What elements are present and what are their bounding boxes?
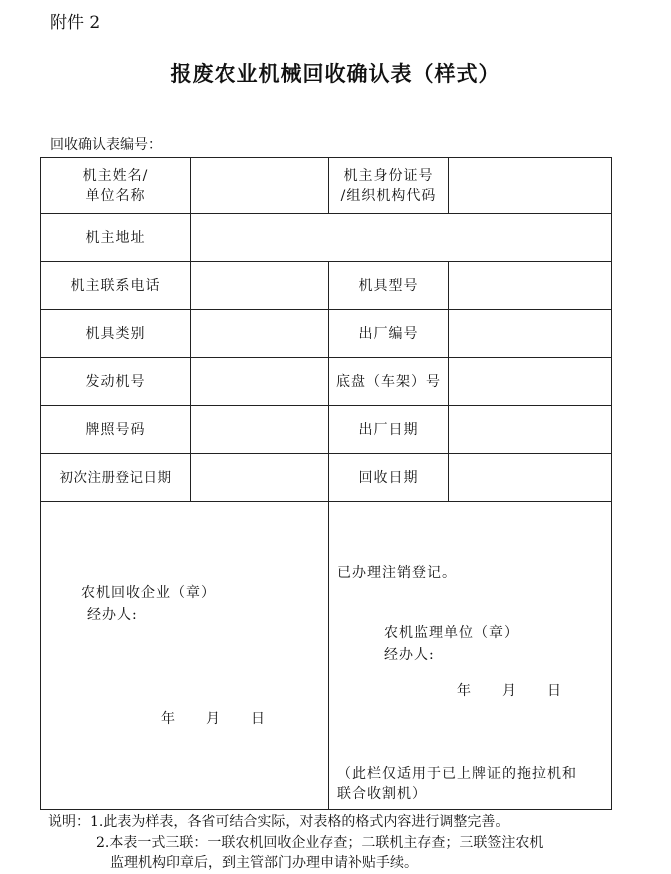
supervisor-stamp: 农机监理单位（章）	[384, 625, 519, 641]
owner-name-label	[41, 158, 191, 214]
recycle-date-label: 回收日期	[329, 454, 449, 502]
chassis-number-label: 底盘（车架）号	[329, 358, 449, 406]
recycling-company-date: 年 月 日	[161, 711, 266, 727]
model-field[interactable]	[449, 262, 611, 310]
owner-name-label-line2: 单位名称	[85, 187, 146, 204]
recycling-company-stamp: 农机回收企业（章）	[81, 585, 216, 601]
notes-line-1: 说明：1.此表为样表，各省可结合实际，对表格的格式内容进行调整完善。	[48, 814, 510, 830]
page-title: 报废农业机械回收确认表（样式）	[170, 61, 501, 86]
recycling-company-section[interactable]	[41, 502, 329, 809]
category-field[interactable]	[191, 310, 329, 358]
owner-phone-field[interactable]	[191, 262, 329, 310]
factory-number-label: 出厂编号	[329, 310, 449, 358]
owner-id-field[interactable]	[449, 158, 611, 214]
factory-number-field[interactable]	[449, 310, 611, 358]
recycle-date-field[interactable]	[449, 454, 611, 502]
first-registration-date-field[interactable]	[191, 454, 329, 502]
deregistration-done-text: 已办理注销登记。	[337, 565, 457, 581]
owner-id-label-line1: 机主身份证号	[343, 167, 434, 184]
owner-id-label-line2: /组织机构代码	[340, 187, 437, 204]
owner-phone-label: 机主联系电话	[41, 262, 191, 310]
attachment-label: 附件 2	[50, 13, 101, 33]
supervisor-date: 年 月 日	[457, 683, 562, 699]
notes-line-2: 2.本表一式三联：一联农机回收企业存查；二联机主存查；三联签注农机	[96, 835, 544, 851]
recycling-company-handler: 经办人:	[87, 607, 138, 623]
supervisor-note-line1: （此栏仅适用于已上牌证的拖拉机和	[337, 766, 577, 782]
first-registration-date-label: 初次注册登记日期	[41, 454, 191, 502]
supervisor-note-line2: 联合收割机）	[337, 786, 427, 802]
engine-number-label: 发动机号	[41, 358, 191, 406]
owner-address-field[interactable]	[191, 214, 611, 262]
notes-line-3: 监理机构印章后，到主管部门办理申请补贴手续。	[110, 855, 418, 871]
plate-number-label: 牌照号码	[41, 406, 191, 454]
owner-address-label: 机主地址	[41, 214, 191, 262]
form-number-label: 回收确认表编号：	[50, 137, 162, 153]
owner-name-label-line1: 机主姓名/	[82, 167, 149, 184]
chassis-number-field[interactable]	[449, 358, 611, 406]
recycle-confirmation-table	[40, 157, 612, 810]
engine-number-field[interactable]	[191, 358, 329, 406]
model-label: 机具型号	[329, 262, 449, 310]
owner-name-field[interactable]	[191, 158, 329, 214]
plate-number-field[interactable]	[191, 406, 329, 454]
supervisor-section[interactable]	[329, 502, 611, 809]
category-label: 机具类别	[41, 310, 191, 358]
factory-date-label: 出厂日期	[329, 406, 449, 454]
factory-date-field[interactable]	[449, 406, 611, 454]
supervisor-handler: 经办人:	[384, 647, 435, 663]
owner-id-label	[329, 158, 449, 214]
